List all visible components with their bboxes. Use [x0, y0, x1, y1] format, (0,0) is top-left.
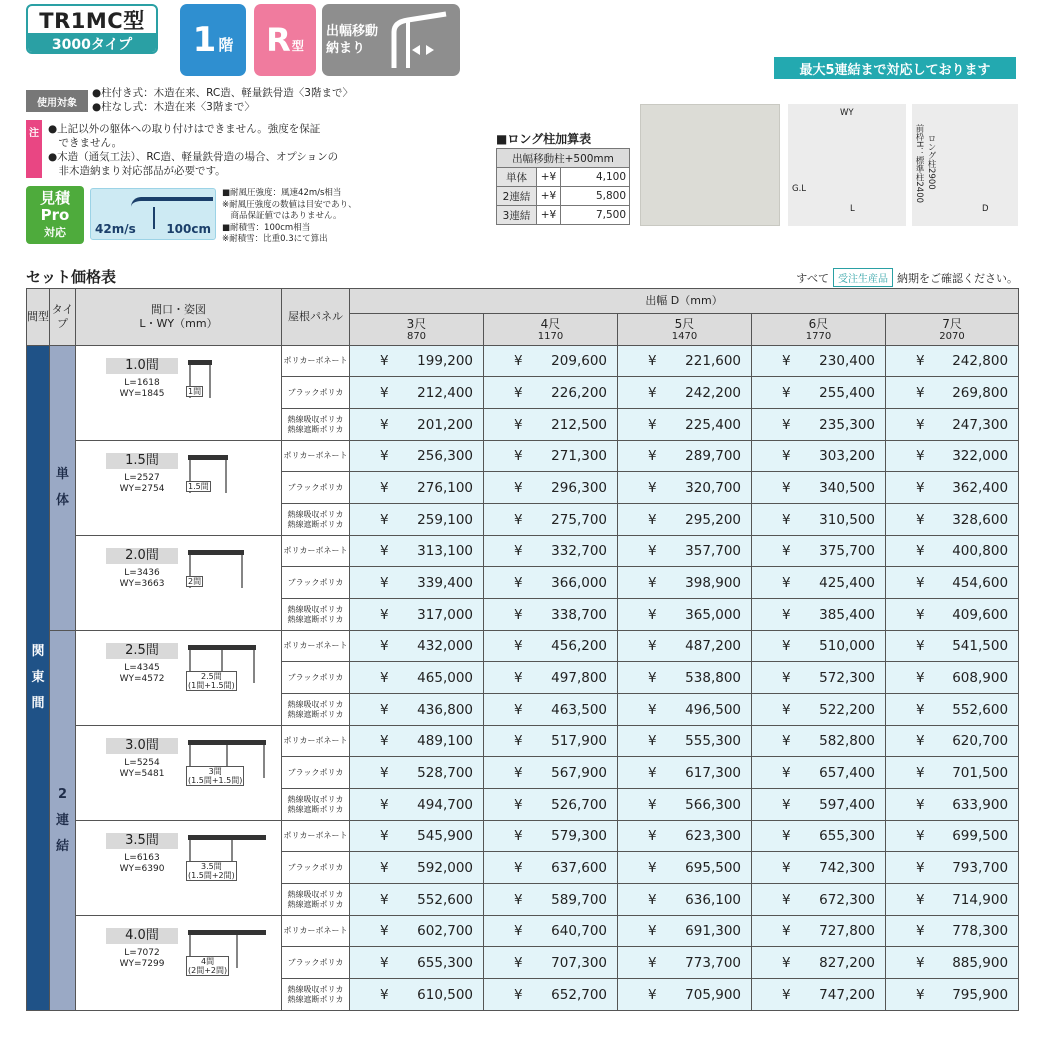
depth-header-1 — [484, 314, 618, 346]
price-cell: ¥ 328,600 — [886, 504, 1019, 536]
price-cell: ¥ 357,700 — [618, 536, 752, 567]
span-dimensions: L=2527 WY=2754 — [119, 473, 165, 494]
price-cell: ¥ 494,700 — [350, 789, 484, 821]
wind-snow-graphic — [90, 188, 216, 240]
price-cell: ¥ 289,700 — [618, 441, 752, 472]
roof-panel-label: 熱線吸収ポリカ 熱線遮断ポリカ — [282, 599, 350, 631]
price-cell: ¥ 366,000 — [484, 567, 618, 599]
estimate-pro-badge: 見積 Pro 対応 — [26, 186, 84, 244]
max-connection-banner: 最大5連結まで対応しております — [774, 57, 1016, 79]
span-cell — [76, 536, 282, 631]
usage-lines: ●柱付き式：木造在来、RC造、軽量鉄骨造〈3階まで〉 ●柱なし式：木造在来〈3階まで〉 — [92, 87, 353, 113]
price-cell: ¥ 793,700 — [886, 852, 1019, 884]
note-lines: ●上記以外の躯体への取り付けはできません。強度を保証 できません。 ●木造（通気工法）、RC造、軽量鉄骨造の場合、オプションの 非木造納まり対応部品が必要です。 — [48, 123, 339, 177]
price-cell: ¥ 235,300 — [752, 409, 886, 441]
price-cell: ¥ 541,500 — [886, 631, 1019, 662]
roof-panel-label: ブラックポリカ — [282, 852, 350, 884]
price-cell: ¥ 409,600 — [886, 599, 1019, 631]
product-photo-placeholder — [640, 104, 780, 226]
price-cell: ¥ 465,000 — [350, 662, 484, 694]
depth-mm: 2070 — [939, 330, 965, 342]
price-cell: ¥ 637,600 — [484, 852, 618, 884]
price-cell: ¥ 340,500 — [752, 472, 886, 504]
roof-panel-label: ブラックポリカ — [282, 757, 350, 789]
floor-suffix: 階 — [218, 35, 234, 54]
depth-mm: 1470 — [671, 330, 698, 342]
note-label: 注 — [26, 120, 42, 178]
price-cell: ¥ 400,800 — [886, 536, 1019, 567]
price-cell: ¥ 489,100 — [350, 726, 484, 757]
price-cell: ¥ 510,000 — [752, 631, 886, 662]
price-cell: ¥ 538,800 — [618, 662, 752, 694]
price-cell: ¥ 296,300 — [484, 472, 618, 504]
front-view-diagram: WY G.L L — [788, 104, 906, 226]
price-cell: ¥ 295,200 — [618, 504, 752, 536]
price-cell: ¥ 242,800 — [886, 346, 1019, 377]
price-cell: ¥ 526,700 — [484, 789, 618, 821]
shape-badge — [254, 4, 316, 76]
price-cell: ¥ 597,400 — [752, 789, 886, 821]
span-dimensions: L=1618 WY=1845 — [119, 378, 165, 399]
floor-number: 1 — [192, 20, 217, 60]
price-cell: ¥ 552,600 — [350, 884, 484, 916]
roof-panel-label: 熱線吸収ポリカ 熱線遮断ポリカ — [282, 409, 350, 441]
span-figure-label: 3間 (1.5間+1.5間) — [188, 767, 243, 785]
span-figure-label: 1間 — [188, 387, 202, 396]
price-row — [27, 726, 1019, 757]
snow-depth: 100cm — [166, 222, 211, 236]
depth-mm: 1770 — [805, 330, 832, 342]
depth-header-4 — [886, 314, 1019, 346]
price-cell: ¥ 699,500 — [886, 821, 1019, 852]
price-cell: ¥ 247,300 — [886, 409, 1019, 441]
roof-shape — [131, 197, 213, 207]
span-name: 1.5間 — [106, 453, 178, 469]
price-cell: ¥ 338,700 — [484, 599, 618, 631]
shape-letter: R — [266, 21, 291, 59]
roof-panel-label: ポリカーボネート — [282, 821, 350, 852]
span-figure — [186, 548, 266, 618]
price-cell: ¥ 463,500 — [484, 694, 618, 726]
span-cell — [76, 441, 282, 536]
shape-suffix: 型 — [291, 38, 304, 53]
price-cell: ¥ 608,900 — [886, 662, 1019, 694]
price-cell: ¥ 705,900 — [618, 979, 752, 1011]
price-cell: ¥ 795,900 — [886, 979, 1019, 1011]
price-cell: ¥ 275,700 — [484, 504, 618, 536]
price-cell: ¥ 589,700 — [484, 884, 618, 916]
long-post-row: 単体 +¥ 4,100 — [497, 168, 630, 187]
span-figure — [186, 358, 266, 428]
output-label: 出幅移動 納まり — [326, 24, 379, 56]
price-cell: ¥ 517,900 — [484, 726, 618, 757]
price-cell: ¥ 320,700 — [618, 472, 752, 504]
price-cell: ¥ 276,100 — [350, 472, 484, 504]
depth-mm: 870 — [406, 330, 427, 342]
price-cell: ¥ 317,000 — [350, 599, 484, 631]
span-dimensions: L=3436 WY=3663 — [119, 568, 165, 589]
side-view-diagram: 前枠H：標準柱2400 ロング柱2900 D — [912, 104, 1018, 226]
price-cell: ¥ 322,000 — [886, 441, 1019, 472]
depth-shaku: 4尺 — [540, 316, 561, 331]
col-subtype: タイプ — [50, 289, 76, 346]
price-cell: ¥ 701,500 — [886, 757, 1019, 789]
span-dimensions: L=4345 WY=4572 — [119, 663, 165, 684]
section-title: セット価格表 — [26, 268, 117, 286]
span-figure-label: 1.5間 — [188, 482, 209, 491]
price-cell: ¥ 225,400 — [618, 409, 752, 441]
usage-label: 使用対象 — [26, 90, 88, 112]
depth-shaku: 5尺 — [674, 316, 695, 331]
price-cell: ¥ 212,500 — [484, 409, 618, 441]
price-cell: ¥ 425,400 — [752, 567, 886, 599]
price-cell: ¥ 310,500 — [752, 504, 886, 536]
roof-panel-label: 熱線吸収ポリカ 熱線遮断ポリカ — [282, 884, 350, 916]
price-cell: ¥ 242,200 — [618, 377, 752, 409]
price-cell: ¥ 695,500 — [618, 852, 752, 884]
price-cell: ¥ 773,700 — [618, 947, 752, 979]
roof-panel-label: ブラックポリカ — [282, 472, 350, 504]
price-cell: ¥ 672,300 — [752, 884, 886, 916]
span-cell — [76, 821, 282, 916]
depth-shaku: 3尺 — [406, 316, 427, 331]
long-post-title: ■ロング柱加算表 — [496, 132, 592, 146]
price-cell: ¥ 691,300 — [618, 916, 752, 947]
col-type: 間型 — [27, 289, 50, 346]
long-post-row: 3連結 +¥ 7,500 — [497, 206, 630, 225]
model-name: TR1MC型 — [39, 8, 145, 33]
price-cell: ¥ 497,800 — [484, 662, 618, 694]
model-title-box — [26, 4, 158, 54]
floor-badge — [180, 4, 246, 76]
depth-shaku: 7尺 — [942, 316, 962, 331]
price-cell: ¥ 528,700 — [350, 757, 484, 789]
price-cell: ¥ 221,600 — [618, 346, 752, 377]
price-cell: ¥ 496,500 — [618, 694, 752, 726]
price-cell: ¥ 332,700 — [484, 536, 618, 567]
price-cell: ¥ 610,500 — [350, 979, 484, 1011]
price-cell: ¥ 727,800 — [752, 916, 886, 947]
price-cell: ¥ 640,700 — [484, 916, 618, 947]
depth-mm: 1170 — [537, 330, 564, 342]
price-cell: ¥ 742,300 — [752, 852, 886, 884]
output-move-icon — [388, 10, 452, 70]
span-figure-label: 2間 — [188, 577, 202, 586]
price-cell: ¥ 375,700 — [752, 536, 886, 567]
output-badge — [322, 4, 460, 76]
roof-panel-label: ポリカーボネート — [282, 916, 350, 947]
price-cell: ¥ 255,400 — [752, 377, 886, 409]
price-cell: ¥ 714,900 — [886, 884, 1019, 916]
span-cell — [76, 631, 282, 726]
price-cell: ¥ 747,200 — [752, 979, 886, 1011]
price-cell: ¥ 269,800 — [886, 377, 1019, 409]
span-figure — [186, 453, 266, 523]
span-dimensions: L=6163 WY=6390 — [119, 853, 165, 874]
type-label: 3000タイプ — [28, 33, 156, 54]
price-cell: ¥ 555,300 — [618, 726, 752, 757]
price-cell: ¥ 256,300 — [350, 441, 484, 472]
price-cell: ¥ 617,300 — [618, 757, 752, 789]
roof-panel-label: ブラックポリカ — [282, 377, 350, 409]
roof-panel-label: 熱線吸収ポリカ 熱線遮断ポリカ — [282, 504, 350, 536]
price-cell: ¥ 545,900 — [350, 821, 484, 852]
snow-height-bar — [153, 207, 155, 229]
price-cell: ¥ 602,700 — [350, 916, 484, 947]
span-figure-label: 3.5間 (1.5間+2間) — [188, 862, 235, 880]
span-dimensions: L=5254 WY=5481 — [119, 758, 165, 779]
price-row — [27, 821, 1019, 852]
span-cell — [76, 916, 282, 1011]
price-cell: ¥ 454,600 — [886, 567, 1019, 599]
price-cell: ¥ 259,100 — [350, 504, 484, 536]
price-cell: ¥ 623,300 — [618, 821, 752, 852]
price-cell: ¥ 209,600 — [484, 346, 618, 377]
span-cell — [76, 726, 282, 821]
span-figure-label: 4間 (2間+2間) — [188, 957, 228, 975]
long-post-header: 出幅移動柱+500mm — [497, 149, 630, 168]
price-cell: ¥ 365,000 — [618, 599, 752, 631]
price-cell: ¥ 778,300 — [886, 916, 1019, 947]
type-kantoma: 関 東 間 — [27, 346, 50, 1011]
price-table — [26, 288, 1019, 1011]
price-cell: ¥ 620,700 — [886, 726, 1019, 757]
depth-header-2 — [618, 314, 752, 346]
price-cell: ¥ 436,800 — [350, 694, 484, 726]
price-row — [27, 536, 1019, 567]
span-figure — [186, 643, 266, 713]
price-cell: ¥ 885,900 — [886, 947, 1019, 979]
span-name: 3.5間 — [106, 833, 178, 849]
price-cell: ¥ 487,200 — [618, 631, 752, 662]
long-post-table — [496, 148, 630, 225]
price-cell: ¥ 212,400 — [350, 377, 484, 409]
roof-panel-label: ブラックポリカ — [282, 662, 350, 694]
price-cell: ¥ 655,300 — [752, 821, 886, 852]
order-note: すべて 受注生産品 納期をご確認ください。 — [796, 268, 1018, 287]
price-row — [27, 441, 1019, 472]
price-cell: ¥ 567,900 — [484, 757, 618, 789]
price-cell: ¥ 522,200 — [752, 694, 886, 726]
roof-panel-label: ポリカーボネート — [282, 726, 350, 757]
price-cell: ¥ 432,000 — [350, 631, 484, 662]
depth-header-0 — [350, 314, 484, 346]
price-cell: ¥ 552,600 — [886, 694, 1019, 726]
roof-panel-label: ポリカーボネート — [282, 536, 350, 567]
span-figure-label: 2.5間 (1間+1.5間) — [188, 672, 235, 690]
roof-panel-label: ブラックポリカ — [282, 567, 350, 599]
price-cell: ¥ 707,300 — [484, 947, 618, 979]
roof-panel-label: ブラックポリカ — [282, 947, 350, 979]
price-cell: ¥ 362,400 — [886, 472, 1019, 504]
strength-notes: ■耐風圧強度：風速42m/s相当 ※耐風圧強度の数値は目安であり、 商品保証値ではありません。 ■耐積雪：100cm相当 ※耐積雪：比重0.3にて算出 — [222, 188, 357, 244]
col-panel: 屋根パネル — [282, 289, 350, 346]
price-cell: ¥ 592,000 — [350, 852, 484, 884]
price-cell: ¥ 201,200 — [350, 409, 484, 441]
price-cell: ¥ 633,900 — [886, 789, 1019, 821]
roof-panel-label: 熱線吸収ポリカ 熱線遮断ポリカ — [282, 694, 350, 726]
span-figure — [186, 833, 266, 903]
span-name: 4.0間 — [106, 928, 178, 944]
span-cell — [76, 346, 282, 441]
span-dimensions: L=7072 WY=7299 — [119, 948, 165, 969]
span-figure — [186, 928, 266, 998]
col-span: 間口・姿図 L・WY（mm） — [76, 289, 282, 346]
roof-panel-label: ポリカーボネート — [282, 631, 350, 662]
roof-panel-label: 熱線吸収ポリカ 熱線遮断ポリカ — [282, 979, 350, 1011]
span-figure — [186, 738, 266, 808]
price-cell: ¥ 199,200 — [350, 346, 484, 377]
subtype-single: 単 体 — [50, 346, 76, 631]
price-cell: ¥ 579,300 — [484, 821, 618, 852]
price-cell: ¥ 230,400 — [752, 346, 886, 377]
price-cell: ¥ 582,800 — [752, 726, 886, 757]
price-row — [27, 916, 1019, 947]
price-cell: ¥ 657,400 — [752, 757, 886, 789]
price-cell: ¥ 303,200 — [752, 441, 886, 472]
depth-shaku: 6尺 — [808, 316, 829, 331]
span-name: 3.0間 — [106, 738, 178, 754]
roof-panel-label: 熱線吸収ポリカ 熱線遮断ポリカ — [282, 789, 350, 821]
price-cell: ¥ 456,200 — [484, 631, 618, 662]
made-to-order-badge: 受注生産品 — [833, 268, 893, 287]
wind-speed: 42m/s — [95, 222, 136, 236]
roof-panel-label: ポリカーボネート — [282, 441, 350, 472]
price-cell: ¥ 652,700 — [484, 979, 618, 1011]
price-cell: ¥ 313,100 — [350, 536, 484, 567]
span-name: 1.0間 — [106, 358, 178, 374]
price-cell: ¥ 271,300 — [484, 441, 618, 472]
price-cell: ¥ 385,400 — [752, 599, 886, 631]
price-cell: ¥ 398,900 — [618, 567, 752, 599]
col-depth: 出幅 D（mm） — [350, 289, 1019, 314]
price-cell: ¥ 339,400 — [350, 567, 484, 599]
roof-panel-label: ポリカーボネート — [282, 346, 350, 377]
subtype-double: 2 連 結 — [50, 631, 76, 1011]
span-name: 2.0間 — [106, 548, 178, 564]
price-cell: ¥ 226,200 — [484, 377, 618, 409]
price-cell: ¥ 566,300 — [618, 789, 752, 821]
price-cell: ¥ 827,200 — [752, 947, 886, 979]
price-row — [27, 346, 1019, 377]
price-cell: ¥ 572,300 — [752, 662, 886, 694]
depth-header-3 — [752, 314, 886, 346]
price-cell: ¥ 655,300 — [350, 947, 484, 979]
long-post-row: 2連結 +¥ 5,800 — [497, 187, 630, 206]
span-name: 2.5間 — [106, 643, 178, 659]
price-row — [27, 631, 1019, 662]
price-cell: ¥ 636,100 — [618, 884, 752, 916]
